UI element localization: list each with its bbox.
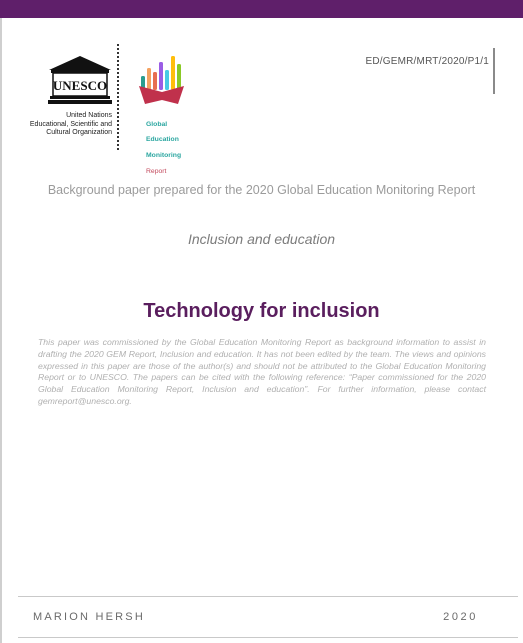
unesco-temple-icon: [47, 54, 113, 106]
gem-bar: [165, 70, 169, 90]
gem-bar: [159, 62, 163, 90]
top-color-bar: [0, 0, 523, 18]
document-code: ED/GEMR/MRT/2020/P1/1: [365, 56, 489, 67]
gem-bar: [147, 68, 151, 90]
footer-rule-top: [18, 596, 518, 597]
disclaimer-paragraph: This paper was commissioned by the Global Education Monitoring Report as background information to assist in drafting the 2020 GEM Report, Inclusion and education. It has not been edited by the team. The views and opinions expressed in this paper are those of the author(s) and should not be attributed to the Global Education Monitoring Report or to UNESCO. The papers can be cited with the following reference: “Paper commissioned for the 2020 Global Education Monitoring Report, Inclusion and education”. For further information, please contact gemreport@unesco.org.: [38, 337, 486, 406]
svg-text:UNESCO: UNESCO: [52, 78, 108, 93]
author-name: MARION HERSH: [33, 611, 145, 623]
footer-rule-bottom: [18, 637, 518, 638]
gem-line-monitoring: Monitoring: [146, 151, 182, 159]
gem-bar: [153, 72, 157, 90]
gem-bar: [177, 64, 181, 90]
code-vertical-rule: [493, 48, 495, 94]
gem-line-education: Education: [146, 136, 179, 144]
paper-title: Technology for inclusion: [143, 300, 380, 322]
gem-bar: [171, 56, 175, 90]
report-subtitle: Inclusion and education: [187, 231, 336, 247]
gem-chart-icon: [138, 56, 188, 104]
logo-divider: [117, 44, 119, 150]
unesco-org-name: United Nations Educational, Scientific and Cultural Organization: [29, 112, 112, 137]
gem-line-global: Global: [146, 120, 168, 128]
gem-line-report: Report: [146, 167, 167, 175]
publication-year: 2020: [443, 611, 478, 623]
gem-wordmark: [146, 113, 206, 183]
background-paper-line: Background paper prepared for the 2020 Global Education Monitoring Report: [47, 183, 476, 197]
